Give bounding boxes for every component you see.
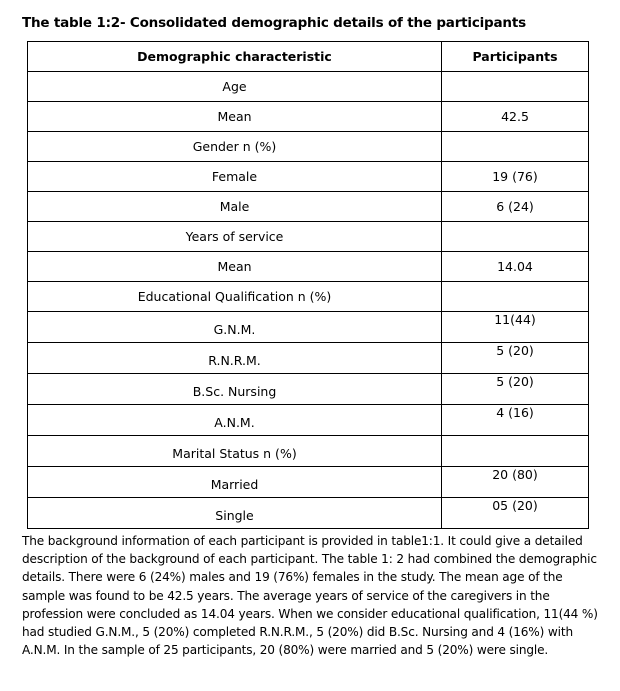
row-label: Mean [28, 102, 442, 132]
row-value: 14.04 [442, 252, 589, 282]
table-row [28, 343, 589, 374]
row-value: 05 (20) [442, 498, 589, 529]
row-label: Years of service [28, 222, 442, 252]
table-row [28, 102, 589, 132]
row-value: 5 (20) [442, 374, 589, 405]
row-label: Marital Status n (%) [28, 436, 442, 467]
row-label: G.N.M. [28, 312, 442, 343]
table-row [28, 312, 589, 343]
row-value [442, 436, 589, 467]
table-row [28, 282, 589, 312]
row-value: 20 (80) [442, 467, 589, 498]
row-label: Married [28, 467, 442, 498]
row-label: A.N.M. [28, 405, 442, 436]
demographics-table [27, 41, 589, 529]
column-header-participants: Participants [442, 42, 589, 72]
row-value: 6 (24) [442, 192, 589, 222]
row-value: 19 (76) [442, 162, 589, 192]
row-label: Gender n (%) [28, 132, 442, 162]
column-header-characteristic: Demographic characteristic [28, 42, 442, 72]
table-header-row [28, 42, 589, 72]
table-row [28, 374, 589, 405]
body-paragraph: The background information of each participant is provided in table1:1. It could give a detailed description of the background of each participant. The table 1: 2 had combined the demographic details. There were 6 (24%) males and 19 (76%) females in the study. The mean age of the sample was found to be 42.5 years. The average years of service of the caregivers in the profession were concluded as 14.04 years. When we consider educational qualification, 11(44 %) had studied G.N.M., 5 (20%) completed R.N.R.M., 5 (20%) did B.Sc. Nursing and 4 (16%) with A.N.M. In the sample of 25 participants, 20 (80%) were married and 5 (20%) were single. [22, 534, 598, 658]
row-value: 4 (16) [442, 405, 589, 436]
table-row [28, 498, 589, 529]
table-row [28, 222, 589, 252]
row-value [442, 222, 589, 252]
row-value [442, 282, 589, 312]
row-label: Male [28, 192, 442, 222]
row-value: 11(44) [442, 312, 589, 343]
row-value: 42.5 [442, 102, 589, 132]
table-row [28, 467, 589, 498]
table-row [28, 132, 589, 162]
row-label: B.Sc. Nursing [28, 374, 442, 405]
row-label: Single [28, 498, 442, 529]
row-value: 5 (20) [442, 343, 589, 374]
row-value [442, 132, 589, 162]
table-row [28, 192, 589, 222]
row-label: R.N.R.M. [28, 343, 442, 374]
row-value [442, 72, 589, 102]
table-row [28, 436, 589, 467]
table-row [28, 162, 589, 192]
row-label: Educational Qualification n (%) [28, 282, 442, 312]
table-row [28, 405, 589, 436]
row-label: Age [28, 72, 442, 102]
row-label: Female [28, 162, 442, 192]
table-row [28, 252, 589, 282]
row-label: Mean [28, 252, 442, 282]
table-title: The table 1:2- Consolidated demographic details of the participants [22, 15, 526, 31]
table-row [28, 72, 589, 102]
